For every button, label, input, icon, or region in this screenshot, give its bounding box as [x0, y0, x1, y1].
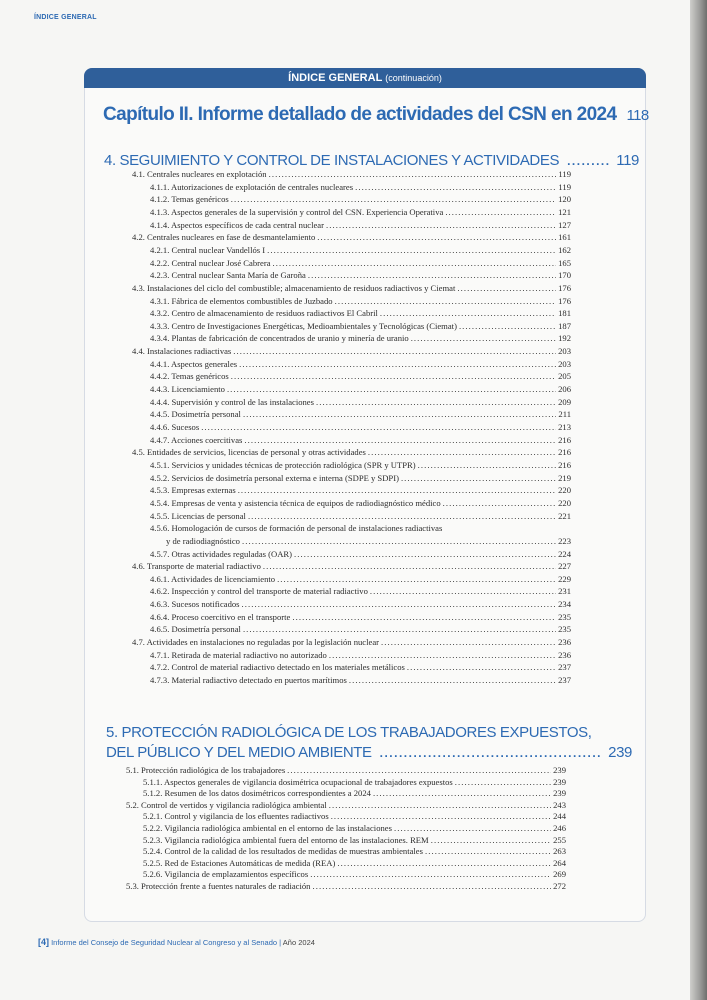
dot-leader [312, 881, 551, 892]
toc-entry-page: 255 [553, 834, 566, 845]
dot-leader [317, 232, 556, 243]
toc-subentry[interactable] [143, 835, 566, 846]
dot-leader [411, 333, 556, 344]
toc-subentry[interactable] [150, 612, 571, 623]
footer-year: Año 2024 [282, 938, 315, 947]
dot-leader [457, 283, 556, 294]
toc-subentry[interactable] [150, 296, 571, 307]
dot-leader [310, 869, 551, 880]
toc-entry-page: 216 [558, 434, 571, 445]
toc-entry-text: 4.7.3. Material radiactivo detectado en puertos marítimos [150, 675, 347, 685]
dot-leader [227, 384, 556, 395]
toc-subentry[interactable] [143, 823, 566, 834]
toc-entry-text: 4.7. Actividades en instalaciones no reguladas por la legislación nuclear [132, 637, 379, 648]
toc-entry-text: 4.5.7. Otras actividades reguladas (OAR) [150, 548, 292, 559]
dot-leader [292, 612, 556, 623]
dot-leader [308, 270, 556, 281]
chapter-page: 118 [626, 107, 649, 124]
toc-entry-text: 4.6.1. Actividades de licenciamiento [150, 573, 276, 584]
toc-entry-page: 205 [558, 371, 571, 382]
toc-subentry[interactable] [150, 308, 571, 319]
toc-entry-text: 4.4.5. Dosimetría personal [150, 409, 241, 420]
toc-entry-text: 4.5.2. Servicios de dosimetría personal externa e interna (SDPE y SDPI) [150, 472, 399, 483]
dot-leader [233, 346, 556, 357]
toc-entry[interactable] [126, 800, 566, 811]
toc-entry-page: 236 [558, 649, 571, 660]
toc-entry-page: 246 [553, 823, 566, 833]
dot-leader [349, 675, 556, 686]
toc-entry-page: 162 [558, 244, 571, 255]
toc-entry-text: 4.1.1. Autorizaciones de explotación de centrales nucleares [150, 181, 354, 192]
toc-subentry[interactable] [150, 207, 571, 218]
toc-subentry[interactable] [143, 788, 566, 799]
toc-entry-text: 4.6. Transporte de material radiactivo [132, 561, 261, 572]
toc-entry-page: 119 [558, 181, 571, 192]
toc-entry-page: 209 [558, 396, 571, 407]
dot-leader [243, 409, 556, 420]
section-5-heading[interactable] [106, 744, 632, 761]
toc-subentry[interactable] [150, 422, 571, 433]
toc-entry-page: 121 [558, 206, 571, 217]
toc-entry-text: 4.3.3. Centro de Investigaciones Energéticas, Medioambientales y Tecnológicas (Ciemat) [150, 320, 457, 331]
toc-entry-text: 4.6.5. Dosimetría personal [150, 624, 241, 635]
toc-subentry[interactable] [150, 473, 571, 484]
toc-subentry[interactable] [150, 270, 571, 281]
footer [38, 937, 315, 947]
toc-subentry[interactable] [150, 397, 571, 408]
toc-entry-text: 5.2.3. Vigilancia radiológica ambiental fuera del entorno de las instalaciones. REM [143, 834, 429, 845]
toc-entry-text: 4.4.4. Supervisión y control de las instalaciones [150, 396, 314, 407]
dot-leader [567, 154, 610, 168]
dot-leader [394, 823, 551, 834]
dot-leader [443, 498, 556, 509]
dot-leader [381, 637, 556, 648]
toc-entry-page: 176 [558, 282, 571, 293]
dot-leader [331, 811, 551, 822]
toc-entry-text: 5.1.1. Aspectos generales de vigilancia dosimétrica ocupacional de trabajadores expuestos [143, 776, 453, 787]
toc-entry-text: 4.1.3. Aspectos generales de la supervisión y control del CSN. Experiencia Operativa [150, 206, 444, 217]
toc-subentry[interactable] [150, 359, 571, 370]
toc-entry-page: 229 [558, 573, 571, 584]
toc-entry-page: 235 [558, 611, 571, 622]
toc-subentry[interactable] [166, 536, 571, 547]
toc-entry-page: 237 [558, 675, 571, 685]
toc-entry[interactable] [132, 346, 571, 357]
toc-entry-page: 203 [558, 358, 571, 369]
toc-entry-page: 223 [558, 535, 571, 546]
toc-entry-page: 220 [558, 485, 571, 496]
toc-subentry[interactable] [150, 245, 571, 256]
page-edge [690, 0, 707, 1000]
toc-entry[interactable] [132, 637, 571, 648]
toc-entry-text: 4.4.6. Sucesos [150, 422, 200, 432]
toc-subentry[interactable] [143, 846, 566, 857]
toc-subentry[interactable] [150, 384, 571, 395]
dot-leader [277, 574, 556, 585]
toc-entry-page: 219 [558, 472, 571, 483]
section-4-heading[interactable] [104, 152, 639, 169]
dot-leader [263, 561, 556, 572]
toc-subentry[interactable] [150, 511, 571, 522]
toc-subentry[interactable] [150, 258, 571, 269]
toc-entry-page: 203 [558, 346, 571, 357]
toc-subentry[interactable] [150, 409, 571, 420]
dot-leader [380, 746, 603, 760]
dot-leader [201, 422, 556, 433]
toc-subentry[interactable] [150, 650, 571, 661]
dot-leader [337, 858, 551, 869]
toc-entry-text: 4.1. Centrales nucleares en explotación [132, 169, 267, 179]
dot-leader [267, 245, 556, 256]
dot-leader [294, 549, 556, 560]
toc-subentry[interactable] [150, 333, 571, 344]
toc-entry-page: 227 [558, 561, 571, 572]
toc-entry-page: 231 [558, 586, 571, 597]
toc-entry-page: 234 [558, 599, 571, 610]
dot-leader [335, 296, 557, 307]
dot-leader [355, 182, 556, 193]
toc-entry-page: 213 [558, 422, 571, 432]
dot-leader [418, 460, 556, 471]
toc-entry-page: 235 [558, 624, 571, 635]
toc-entry-text: 4.3. Instalaciones del ciclo del combustible; almacenamiento de residuos radiactivos y Ciemat [132, 282, 456, 293]
dot-leader [287, 765, 551, 776]
dot-leader [329, 800, 551, 811]
toc-subentry[interactable] [150, 460, 571, 471]
toc-entry-text: 4.4.1. Aspectos generales [150, 358, 238, 369]
section-5-page: 239 [608, 744, 632, 761]
toc-entry-page: 211 [558, 409, 571, 420]
toc-entry-page: 272 [553, 881, 566, 891]
toc-entry-page: 181 [558, 308, 571, 319]
dot-leader [455, 777, 551, 788]
toc-entry-text: 4.2.3. Central nuclear Santa María de Garoña [150, 270, 306, 281]
toc-entry-text: 4.6.2. Inspección y control del transporte de material radiactivo [150, 586, 368, 597]
banner-subtitle: (continuación) [385, 73, 442, 83]
toc-subentry[interactable] [150, 549, 571, 560]
toc-subentry[interactable] [150, 435, 571, 446]
toc-entry-page: 244 [553, 811, 566, 822]
toc-entry-text: 4.5.5. Licencias de personal [150, 510, 246, 521]
toc-entry-text: 4.5. Entidades de servicios, licencias de personal y otras actividades [132, 447, 366, 458]
toc-subentry[interactable] [150, 485, 571, 496]
toc-subentry[interactable] [150, 574, 571, 585]
toc-subentry[interactable] [143, 811, 566, 822]
dot-leader [248, 511, 556, 522]
toc-subentry[interactable] [150, 194, 571, 205]
toc-entry-page: 216 [558, 459, 571, 470]
toc-entry-text: 4.6.4. Proceso coercitivo en el transporte [150, 611, 291, 622]
dot-leader [244, 435, 556, 446]
dot-leader [238, 485, 556, 496]
dot-leader [316, 397, 556, 408]
toc-subentry[interactable] [143, 777, 566, 788]
toc-entry-text: 4.5.3. Empresas externas [150, 485, 236, 496]
toc-entry-text: 4.2.2. Central nuclear José Cabrera [150, 257, 271, 268]
toc-subentry[interactable] [150, 498, 571, 509]
toc-entry-text: 5.2.5. Red de Estaciones Automáticas de medida (REA) [143, 857, 336, 868]
section-5-title-line2: DEL PÚBLICO Y DEL MEDIO AMBIENTE [106, 744, 372, 761]
toc-subentry[interactable] [150, 182, 571, 193]
dot-leader [273, 258, 557, 269]
toc-entry-text: 4.5.1. Servicios y unidades técnicas de protección radiológica (SPR y UTPR) [150, 459, 416, 470]
toc-entry-page: 176 [558, 295, 571, 306]
toc-entry-text: y de radiodiagnóstico [166, 535, 240, 546]
dot-leader [373, 788, 551, 799]
toc-entry[interactable] [132, 169, 571, 180]
toc-entry-page: 161 [558, 232, 571, 243]
toc-entry[interactable] [126, 765, 566, 776]
dot-leader [329, 650, 556, 661]
toc-entry-text: 4.1.4. Aspectos específicos de cada central nuclear [150, 219, 324, 230]
toc-entry-text: 5.2.2. Vigilancia radiológica ambiental en el entorno de las instalaciones [143, 823, 392, 833]
section-4-page: 119 [616, 152, 639, 169]
toc-entry-text: 4.3.4. Plantas de fabricación de concentrados de uranio y minería de uranio [150, 333, 409, 344]
toc-entry-text: 4.5.4. Empresas de venta y asistencia técnica de equipos de radiodiagnóstico médico [150, 497, 441, 508]
index-banner [84, 68, 646, 88]
toc-entry-text: 4.4.3. Licenciamiento [150, 384, 225, 395]
toc-entry-page: 236 [558, 637, 571, 648]
dot-leader [269, 169, 557, 180]
footer-page-number: [4] [38, 937, 49, 947]
toc-entry[interactable] [132, 283, 571, 294]
toc-entry-text[interactable]: 4.5.6. Homologación de cursos de formación de personal de instalaciones radiactivas [150, 523, 443, 534]
dot-leader [239, 359, 556, 370]
toc-entry-page: 239 [553, 788, 566, 799]
toc-entry[interactable] [132, 447, 571, 458]
dot-leader [445, 207, 556, 218]
dot-leader [459, 321, 556, 332]
toc-subentry[interactable] [150, 599, 571, 610]
toc-entry-text: 5.2.1. Control y vigilancia de los efluentes radiactivos [143, 811, 329, 822]
footer-separator: | [279, 938, 282, 947]
toc-entry-page: 263 [553, 846, 566, 857]
toc-entry-text: 5.1.2. Resumen de los datos dosimétricos correspondientes a 2024 [143, 788, 371, 799]
toc-entry-text: 4.3.1. Fábrica de elementos combustibles de Juzbado [150, 295, 333, 306]
toc-entry-text: 4.2. Centrales nucleares en fase de desmantelamiento [132, 232, 316, 243]
dot-leader [231, 194, 556, 205]
toc-entry-page: 239 [553, 765, 566, 775]
dot-leader [431, 835, 551, 846]
chapter-heading[interactable] [103, 104, 649, 126]
dot-leader [231, 371, 556, 382]
toc-entry-page: 165 [558, 257, 571, 268]
dot-leader [243, 624, 556, 635]
toc-entry[interactable] [132, 232, 571, 243]
running-header: ÍNDICE GENERAL [34, 14, 97, 21]
dot-leader [425, 846, 551, 857]
toc-subentry[interactable] [150, 321, 571, 332]
toc-entry-page: 220 [558, 497, 571, 508]
toc-entry-page: 237 [558, 662, 571, 673]
toc-entry-text: 4.1.2. Temas genéricos [150, 194, 229, 205]
section-5-title-line1[interactable]: 5. PROTECCIÓN RADIOLÓGICA DE LOS TRABAJADORES EXPUESTOS, [106, 724, 592, 741]
toc-entry-text: 5.2. Control de vertidos y vigilancia radiológica ambiental [126, 799, 327, 810]
toc-entry-text: 4.7.2. Control de material radiactivo detectado en los materiales metálicos [150, 662, 405, 673]
toc-entry[interactable] [126, 881, 566, 892]
toc-entry-page: 127 [558, 219, 571, 230]
toc-entry[interactable] [132, 561, 571, 572]
toc-entry-text: 4.2.1. Central nuclear Vandellós I [150, 244, 266, 255]
dot-leader [370, 586, 556, 597]
toc-entry-page: 224 [558, 548, 571, 559]
toc-subentry[interactable] [150, 371, 571, 382]
toc-entry-text: 5.1. Protección radiológica de los trabajadores [126, 765, 286, 775]
chapter-title: Capítulo II. Informe detallado de actividades del CSN en 2024 [103, 104, 617, 125]
toc-entry-page: 216 [558, 447, 571, 458]
toc-entry-text: 4.4. Instalaciones radiactivas [132, 346, 232, 357]
dot-leader [242, 599, 557, 610]
toc-subentry[interactable] [150, 586, 571, 597]
banner-title: ÍNDICE GENERAL [288, 72, 383, 84]
footer-title: Informe del Consejo de Seguridad Nuclear al Congreso y al Senado [51, 938, 278, 947]
toc-subentry[interactable] [150, 675, 571, 686]
toc-subentry[interactable] [143, 858, 566, 869]
toc-entry-text: 4.3.2. Centro de almacenamiento de residuos radiactivos El Cabril [150, 308, 378, 319]
toc-entry-page: 187 [558, 320, 571, 331]
dot-leader [242, 536, 556, 547]
toc-entry-text: 4.4.7. Acciones coercitivas [150, 434, 243, 445]
toc-entry-text: 4.6.3. Sucesos notificados [150, 599, 240, 610]
toc-entry-page: 206 [558, 384, 571, 395]
toc-entry-page: 192 [558, 333, 571, 344]
toc-entry-text: 5.2.4. Control de la calidad de los resultados de medidas de muestras ambientales [143, 846, 423, 857]
toc-entry-text: 5.2.6. Vigilancia de emplazamientos específicos [143, 869, 309, 880]
toc-entry-page: 269 [553, 869, 566, 880]
dot-leader [368, 447, 556, 458]
section-4-title: 4. SEGUIMIENTO Y CONTROL DE INSTALACIONES Y ACTIVIDADES [104, 152, 560, 169]
toc-entry-page: 119 [558, 169, 571, 179]
toc-subentry[interactable] [150, 220, 571, 231]
toc-subentry[interactable] [150, 624, 571, 635]
toc-entry-text: 5.3. Protección frente a fuentes naturales de radiación [126, 881, 311, 891]
dot-leader [380, 308, 556, 319]
dot-leader [326, 220, 556, 231]
toc-entry-text: 4.4.2. Temas genéricos [150, 371, 229, 382]
toc-entry-text: 4.7.1. Retirada de material radiactivo no autorizado [150, 649, 327, 660]
dot-leader [407, 662, 556, 673]
toc-entry-page: 120 [558, 194, 571, 205]
toc-entry-page: 243 [553, 799, 566, 810]
toc-subentry[interactable] [150, 662, 571, 673]
toc-subentry[interactable] [143, 869, 566, 880]
toc-entry-page: 221 [558, 510, 571, 521]
toc-entry-page: 170 [558, 270, 571, 281]
toc-entry-page: 264 [553, 857, 566, 868]
dot-leader [401, 473, 556, 484]
toc-entry-page: 239 [553, 776, 566, 787]
